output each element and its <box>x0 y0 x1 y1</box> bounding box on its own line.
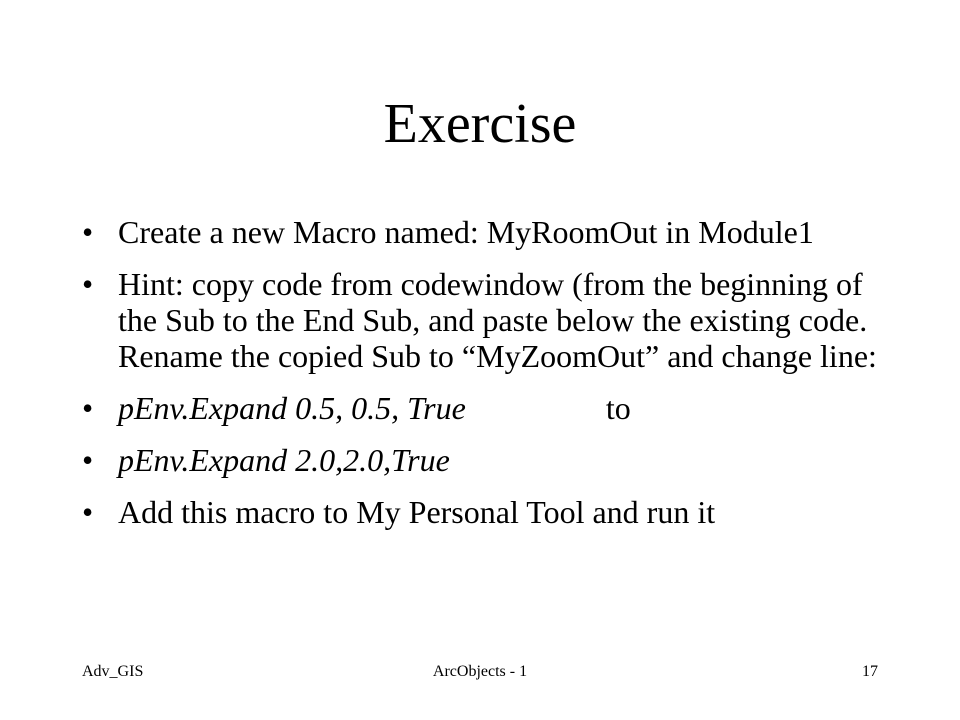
footer-course: Adv_GIS <box>82 663 144 680</box>
code-line-new: pEnv.Expand 2.0,2.0,True <box>118 442 450 478</box>
bullet-item-create-macro <box>82 214 882 250</box>
bullet-icon: • <box>82 266 94 302</box>
bullet-icon: • <box>82 494 94 530</box>
bullet-suffix: to <box>605 390 631 426</box>
bullet-icon: • <box>82 390 94 426</box>
footer-page-number: 17 <box>862 663 878 680</box>
bullet-text: Create a new Macro named: MyRoomOut in Module1 <box>118 214 814 250</box>
code-line-old: pEnv.Expand 0.5, 0.5, True <box>118 390 466 426</box>
bullet-text: Hint: copy code from codewindow (from the beginning of the Sub to the End Sub, and paste below the existing code. Rename the copied Sub to “MyZoomOut” and change line: <box>118 266 877 374</box>
bullet-icon: • <box>82 442 94 478</box>
bullet-icon: • <box>82 214 94 250</box>
bullet-text: Add this macro to My Personal Tool and run it <box>118 494 716 530</box>
footer-topic: ArcObjects - 1 <box>432 663 528 680</box>
bullet-item-code-new <box>82 442 882 478</box>
bullet-item-code-old <box>82 390 882 426</box>
bullet-list <box>82 214 882 546</box>
slide-title: Exercise <box>383 93 577 155</box>
bullet-item-hint <box>82 266 882 374</box>
bullet-item-add-macro <box>82 494 882 530</box>
